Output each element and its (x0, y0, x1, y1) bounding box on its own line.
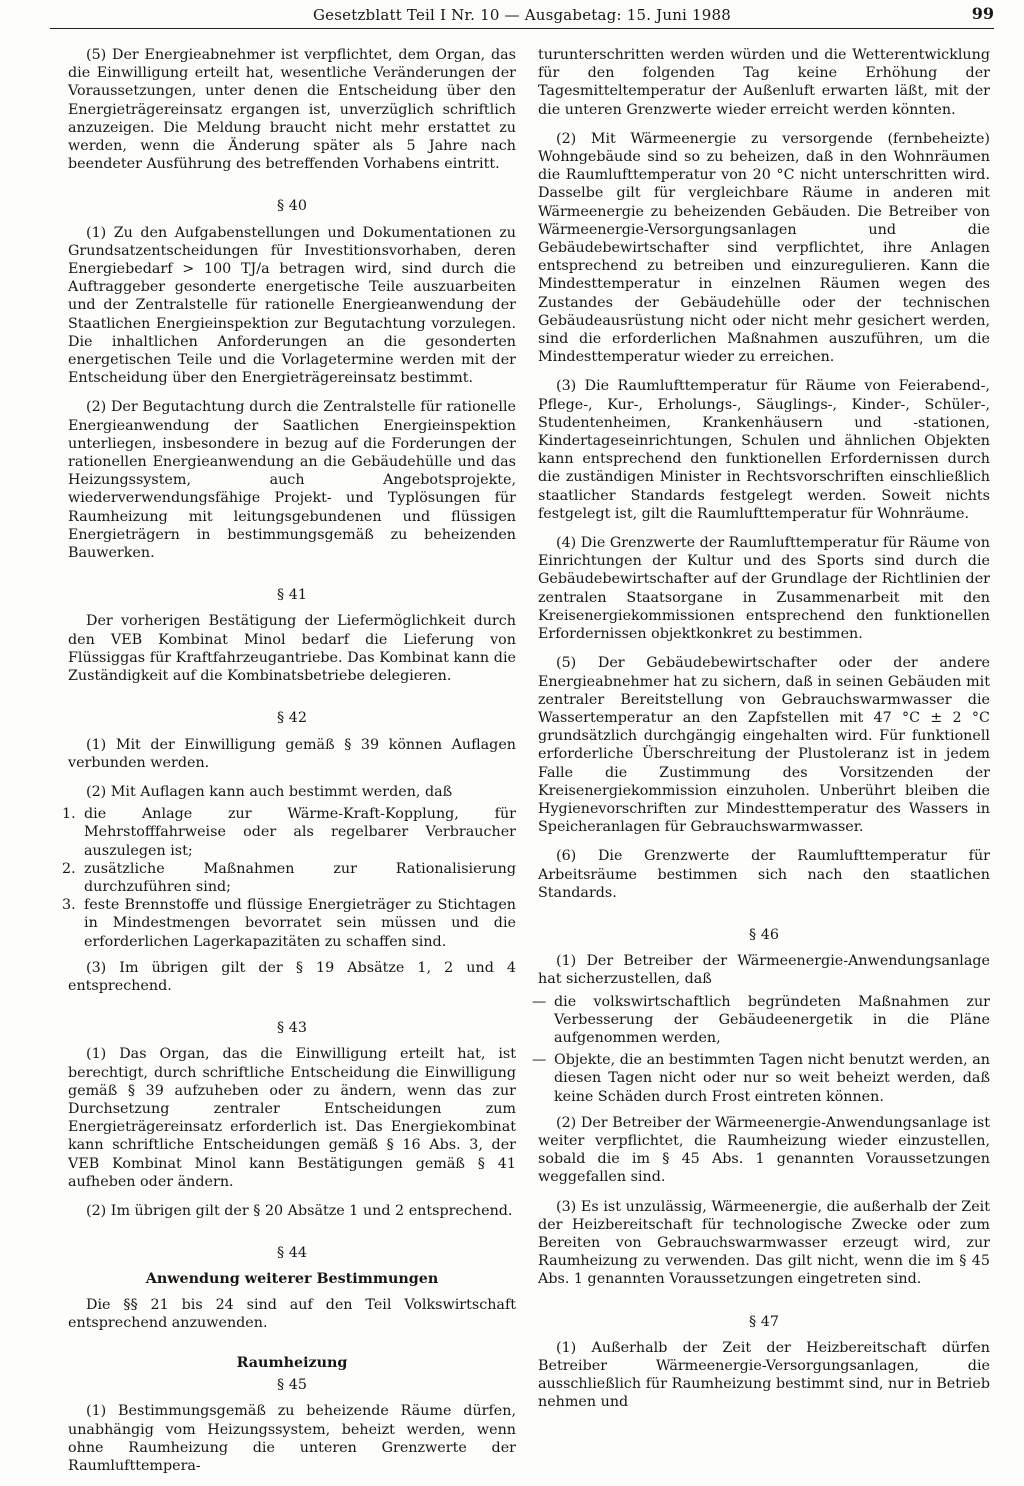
list-item (62, 896, 516, 951)
page-header (50, 4, 994, 29)
paragraph-41: Der vorherigen Bestätigung der Liefermöglichkeit durch den VEB Kombinat Minol bedarf die Lieferung von Flüssiggas für Kraftfahrzeugantriebe. Das Kombinat kann die Zuständigkeit auf die Kombinatsbetriebe delegieren. (68, 613, 516, 685)
paragraph-47-1: (1) Außerhalb der Zeit der Heizbereitschaft dürfen Betreiber Wärmeenergie-Versorgungsanlagen, die ausschließlich für Raumheizung bestimmt sind, nur in Betrieb nehmen und (538, 1339, 990, 1411)
paragraph-45-1: (1) Bestimmungsgemäß zu beheizende Räume dürfen, unabhängig vom Heizungssystem, beheizt werden, wenn ohne Raumheizung die unteren Grenzwerte der Raumlufttempera- (68, 1403, 516, 1474)
header-title: Gesetzblatt Teil I Nr. 10 — Ausgabetag: 15. Juni 1988 (312, 6, 732, 24)
section-46-list (532, 993, 990, 1106)
paragraph-45-5: (5) Der Gebäudebewirtschafter oder der andere Energieabnehmer hat zu sichern, daß in seinen Gebäuden mit zentraler Bereitstellung von Gebrauchswarmwasser die Wassertemperatur an den Zapfstellen mit 47 °C ± 2 °C grundsätzlich durchgängig eingehalten wird. Für funktionell erforderliche Überschreitung der Plustoleranz ist in jedem Falle die Zustimmung des Vorsitzenden der Kreisenergiekommission einzuholen. Unberührt bleiben die Hygienevorschriften zur Mindesttemperatur des Wassers in Speicheranlagen für Gebrauchswarmwasser. (538, 655, 990, 836)
list-item (532, 993, 990, 1048)
paragraph-42-2: (2) Mit Auflagen kann auch bestimmt werden, daß (86, 783, 453, 800)
paragraph-43-2: (2) Im übrigen gilt der § 20 Absätze 1 und 2 entsprechend. (86, 1202, 513, 1219)
section-41-title: § 41 (277, 587, 307, 604)
section-44-subtitle: Anwendung weiterer Bestimmungen (145, 1271, 439, 1288)
page-number: 99 (971, 4, 994, 23)
dash-marker: — (532, 1052, 547, 1069)
section-45-title: § 45 (277, 1377, 307, 1394)
section-43-title: § 43 (277, 1020, 307, 1037)
paragraph-42-3: (3) Im übrigen gilt der § 19 Absätze 1, 2 und 4 entsprechend. (68, 959, 516, 994)
paragraph-44: Die §§ 21 bis 24 sind auf den Teil Volkswirtschaft entsprechend anzuwenden. (68, 1296, 516, 1331)
chapter-title-raumheizung: Raumheizung (236, 1354, 348, 1371)
list-item (532, 1051, 990, 1106)
paragraph-46-2: (2) Der Betreiber der Wärmeenergie-Anwendungsanlage ist weiter verpflichtet, die Raumheizung wieder einzustellen, sobald die im § 45 Abs. 1 genannten Voraussetzungen weggefallen sind. (538, 1114, 990, 1186)
paragraph-45-4: (4) Die Grenzwerte der Raumlufttemperatur für Räume von Einrichtungen der Kultur und des Sports sind durch die Gebäudebewirtschafter auf der Grundlage der Richtlinien der zentralen Staatsorgane in Zusammenarbeit mit den Kreisenergiekommissionen entsprechend den funktionellen Erfordernissen objektkonkret zu bestimmen. (538, 535, 990, 643)
section-44-title: § 44 (277, 1245, 307, 1262)
list-item-number: 1. (62, 806, 76, 823)
list-item-text: Objekte, die an bestimmten Tagen nicht benutzt werden, an diesen Tagen nicht oder nur so weit beheizt werden, daß keine Schäden durch Frost eintreten können. (554, 1052, 990, 1105)
dash-marker: — (532, 993, 547, 1010)
list-item (62, 805, 516, 860)
section-40-title: § 40 (277, 198, 307, 215)
paragraph-39-5: (5) Der Energieabnehmer ist verpflichtet, dem Organ, das die Einwilligung erteilt hat, wesentliche Veränderungen der Voraussetzungen, unter denen die Entscheidung über den Energieträgereinsatz ergangen ist, unverzüglich schriftlich anzuzeigen. Die Meldung braucht nicht mehr erstattet zu werden, wenn die Änderung später als 5 Jahre nach beendeter Ausführung des betreffenden Vorhabens eintritt. (68, 47, 516, 173)
paragraph-45-6: (6) Die Grenzwerte der Raumlufttemperatur für Arbeitsräume bestimmen sich nach den staatlichen Standards. (538, 848, 990, 901)
paragraph-43-1: (1) Das Organ, das die Einwilligung erteilt hat, ist berechtigt, durch schriftliche Entscheidung die Einwilligung gemäß § 39 aufzuheben oder zu ändern, wenn das zur Durchsetzung zentraler Entscheidungen zum Energieträgereinsatz erforderlich ist. Das Energiekombinat kann schriftliche Entscheidungen gemäß § 16 Abs. 3, der VEB Kombinat Minol kann Bestätigungen gemäß § 41 aufheben oder ändern. (68, 1046, 516, 1190)
paragraph-40-2: (2) Der Begutachtung durch die Zentralstelle für rationelle Energieanwendung der Saatlichen Energieinspektion unterliegen, insbesondere in bezug auf die Forderungen der rationellen Energieanwendung an die Gebäudehülle und das Heizungssystem, auch Angebotsprojekte, wiederverwendungsfähige Projekt- und Typlösungen für Raumheizung mit leitungsgebundenen und flüssigen Energieträgern in bestimmungsgemäß zu beheizenden Bauwerken. (68, 399, 516, 562)
list-item (62, 860, 516, 896)
list-item-text: die Anlage zur Wärme-Kraft-Kopplung, für Mehrstofffahrweise oder als regelbarer Verbraucher auszulegen ist; (84, 806, 516, 859)
section-42-list (62, 805, 516, 951)
paragraph-40-1: (1) Zu den Aufgabenstellungen und Dokumentationen zu Grundsatzentscheidungen für Investitionsvorhaben, deren Energiebedarf > 100 TJ/a betragen wird, sind durch die Auftraggeber gesonderte energetische Teile auszuarbeiten und der Zentralstelle für rationelle Energieanwendung der Staatlichen Energieinspektion zur Begutachtung vorzulegen. Die inhaltlichen Anforderungen an die gesonderten energetischen Teile und die Vorlagetermine werden mit der Entscheidung über den Energieträgereinsatz bestimmt. (68, 224, 516, 387)
list-item-text: zusätzliche Maßnahmen zur Rationalisierung durchzuführen sind; (84, 860, 516, 895)
list-item-number: 2. (62, 860, 76, 877)
paragraph-46-3: (3) Es ist unzulässig, Wärmeenergie, die außerhalb der Zeit der Heizbereitschaft für technologische Zwecke oder zum Bereiten von Gebrauchswarmwasser erzeugt wird, zur Raumheizung zu verwenden. Das gilt nicht, wenn die im § 45 Abs. 1 genannten Voraussetzungen eingetreten sind. (538, 1198, 990, 1288)
paragraph-46-1: (1) Der Betreiber der Wärmeenergie-Anwendungsanlage hat sicherzustellen, daß (538, 953, 990, 988)
list-item-text: die volkswirtschaftlich begründeten Maßnahmen zur Verbesserung der Gebäudeenergetik in die Pläne aufgenommen werden, (554, 993, 990, 1046)
paragraph-45-3: (3) Die Raumlufttemperatur für Räume von Feierabend-, Pflege-, Kur-, Erholungs-, Säuglings-, Kinder-, Schüler-, Studentenheimen, Krankenhäusern und -stationen, Kindertageseinrichtungen, Schulen und ähnlichen Objekten kann entsprechend den funktionellen Erfordernissen durch die zuständigen Minister in Rechtsvorschriften einschließlich staatlicher Standards festgelegt werden. Soweit nichts festgelegt ist, gilt die Raumlufttemperatur für Wohnräume. (538, 378, 990, 522)
paragraph-45-2: (2) Mit Wärmeenergie zu versorgende (fernbeheizte) Wohngebäude sind so zu beheizen, daß in den Wohnräumen die Raumlufttemperatur von 20 °C nicht unterschritten wird. Dasselbe gilt für vergleichbare Räume in anderen mit Wärmeenergie zu beheizenden Gebäuden. Die Betreiber von Wärmeenergie-Versorgungsanlagen und die Gebäudebewirtschafter sind verpflichtet, ihre Anlagen entsprechend zu betreiben und einzuregulieren. Kann die Mindesttemperatur in einzelnen Räumen wegen des Zustandes der Gebäudehülle oder der technischen Gebäudeausrüstung nicht oder nicht mehr gesichert werden, sind die erforderlichen Maßnahmen auszuführen, um die Mindesttemperatur wieder zu erreichen. (538, 130, 990, 366)
list-item-text: feste Brennstoffe und flüssige Energieträger zu Stichtagen in Mindestmengen bevorratet sein müssen und die erforderlichen Lagerkapazitäten zu schaffen sind. (84, 897, 516, 950)
section-42-title: § 42 (277, 710, 307, 727)
left-column (62, 46, 516, 1486)
section-47-title: § 47 (749, 1313, 779, 1330)
paragraph-45-1-continued: turunterschritten werden würden und die Wetterentwicklung für den folgenden Tag keine Erhöhung der Tagesmitteltemperatur der Außenluft erwarten läßt, mit der die unteren Grenzwerte wieder erreicht werden könnten. (538, 47, 990, 118)
section-46-title: § 46 (749, 926, 779, 943)
right-column (532, 46, 990, 1423)
paragraph-42-1: (1) Mit der Einwilligung gemäß § 39 können Auflagen verbunden werden. (68, 736, 516, 771)
list-item-number: 3. (62, 897, 76, 914)
